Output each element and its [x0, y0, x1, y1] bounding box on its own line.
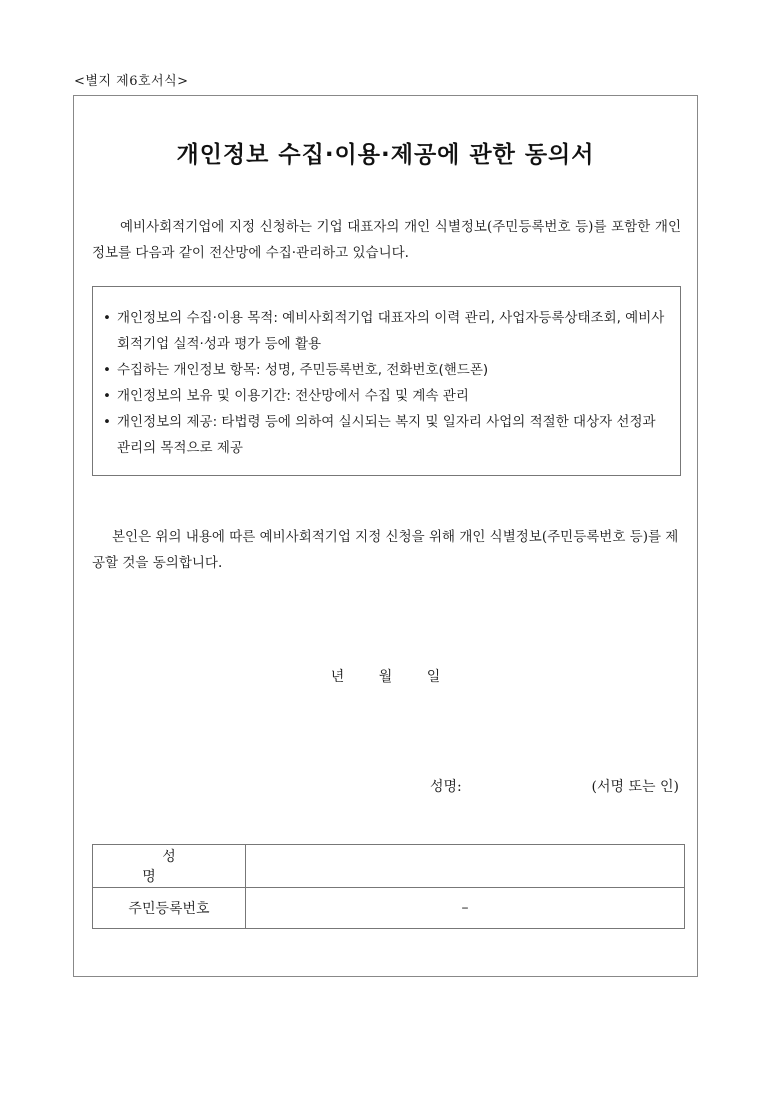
bullet-icon: •	[103, 388, 111, 404]
bullet-icon: •	[103, 362, 111, 378]
terms-item-text: 개인정보의 보유 및 이용기간: 전산망에서 수집 및 계속 관리	[117, 388, 469, 404]
table-row	[93, 888, 685, 929]
consent-paragraph: 본인은 위의 내용에 따른 예비사회적기업 지정 신청을 위해 개인 식별정보(주민등록번호 등)를 제공할 것을 동의합니다.	[92, 529, 679, 571]
table-row	[93, 845, 685, 888]
rrn-input[interactable]: –	[246, 888, 685, 929]
date-line	[74, 666, 697, 686]
form-number-label: <별지 제6호서식>	[74, 74, 189, 89]
signature-name-label: 성명:	[430, 779, 462, 795]
consent-form-frame	[73, 95, 698, 977]
rrn-label-cell	[93, 888, 246, 929]
date-year[interactable]: 년	[330, 669, 345, 685]
name-label-cell	[93, 845, 246, 888]
terms-item-text: 수집하는 개인정보 항목: 성명, 주민등록번호, 전화번호(핸드폰)	[117, 362, 489, 378]
date-day[interactable]: 일	[426, 669, 441, 685]
name-label: 성 명	[142, 849, 216, 885]
terms-box	[92, 286, 681, 476]
applicant-info-table	[92, 844, 685, 929]
terms-item-purpose	[103, 305, 670, 357]
intro-paragraph: 예비사회적기업에 지정 신청하는 기업 대표자의 개인 식별정보(주민등록번호 등)를 포함한 개인정보를 다음과 같이 전산망에 수집·관리하고 있습니다.	[92, 219, 681, 261]
document-title: 개인정보 수집·이용·제공에 관한 동의서	[176, 142, 595, 168]
signature-field[interactable]: (서명 또는 인)	[591, 779, 679, 795]
terms-item-text: 개인정보의 제공: 타법령 등에 의하여 실시되는 복지 및 일자리 사업의 적절한 대상자 선정과 관리의 목적으로 제공	[117, 414, 656, 456]
bullet-icon: •	[103, 310, 111, 326]
name-input[interactable]	[246, 845, 685, 888]
date-month[interactable]: 월	[378, 669, 393, 685]
bullet-icon: •	[103, 414, 111, 430]
rrn-label: 주민등록번호	[128, 901, 210, 917]
terms-item-fields	[103, 357, 670, 383]
terms-item-retention	[103, 383, 670, 409]
terms-item-provision	[103, 409, 670, 461]
terms-item-text: 개인정보의 수집·이용 목적: 예비사회적기업 대표자의 이력 관리, 사업자등록상태조회, 예비사회적기업 실적·성과 평가 등에 활용	[117, 310, 665, 352]
terms-list	[103, 305, 670, 461]
